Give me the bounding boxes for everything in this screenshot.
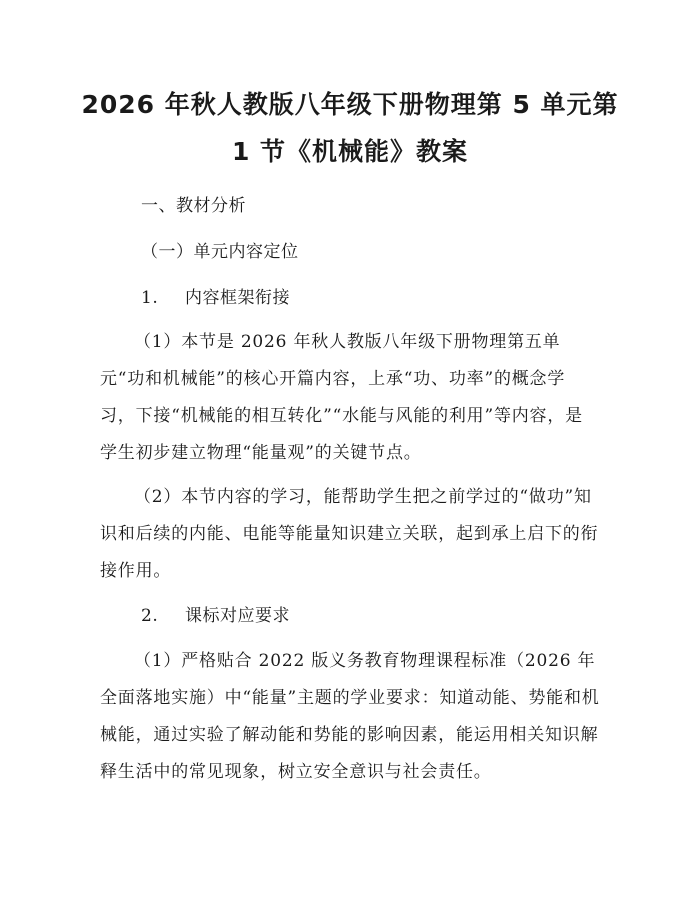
paragraph-1 bbox=[100, 324, 600, 472]
numbered-item-2-number: 2. bbox=[141, 606, 159, 626]
paragraph-3-text: （1）严格贴合 2022 版义务教育物理课程标准（2026 年全面落地实施）中“能量”主题的学业要求：知道动能、势能和机械能，通过实验了解动能和势能的影响因素，能运用相关知识解释生活中的常见现象，树立安全意识与社会责任。 bbox=[100, 651, 600, 782]
paragraph-1-text: （1）本节是 2026 年秋人教版八年级下册物理第五单元“功和机械能”的核心开篇内容，上承“功、功率”的概念学习，下接“机械能的相互转化”“水能与风能的利用”等内容，是学生初步建立物理“能量观”的关键节点。 bbox=[100, 332, 583, 463]
paragraph-2 bbox=[100, 479, 600, 590]
paragraph-2-text: （2）本节内容的学习，能帮助学生把之前学过的“做功”知识和后续的内能、电能等能量知识建立关联，起到承上启下的衔接作用。 bbox=[100, 487, 599, 581]
paragraph-3 bbox=[100, 643, 600, 791]
subsection-heading: （一）单元内容定位 bbox=[141, 242, 299, 262]
numbered-item-2 bbox=[141, 606, 290, 626]
numbered-item-1-number: 1. bbox=[141, 288, 159, 308]
numbered-item-2-label: 课标对应要求 bbox=[185, 606, 290, 626]
document-title-line-2: 1 节《机械能》教案 bbox=[231, 137, 469, 166]
document-title-line-1: 2026 年秋人教版八年级下册物理第 5 单元第 bbox=[81, 90, 619, 119]
section-heading: 一、教材分析 bbox=[141, 196, 246, 216]
numbered-item-1-label: 内容框架衔接 bbox=[185, 288, 290, 308]
numbered-item-1 bbox=[141, 288, 290, 308]
